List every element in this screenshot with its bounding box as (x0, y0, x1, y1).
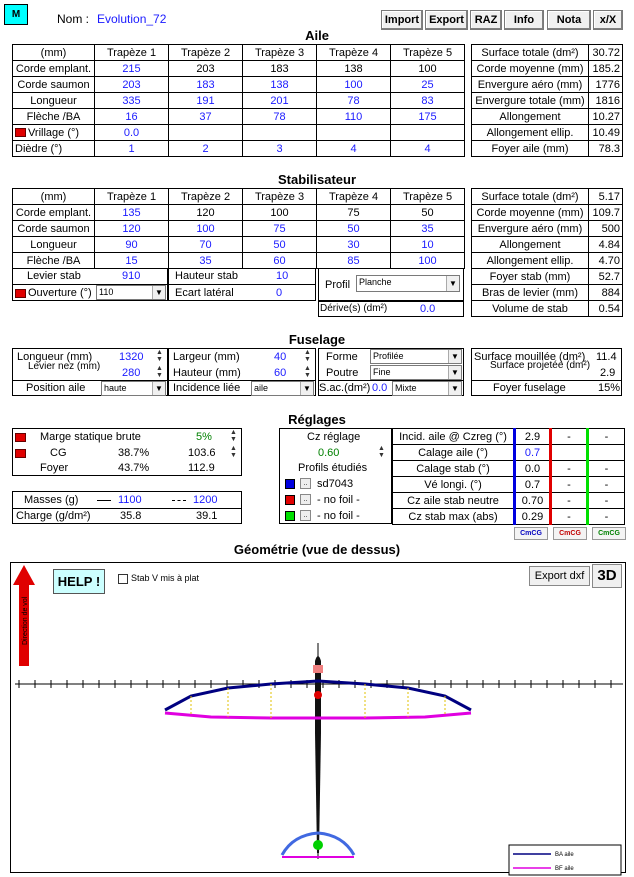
aile-title: Aile (305, 28, 329, 43)
aile-cell[interactable]: 3 (243, 141, 317, 157)
aile-row-label: Dièdre (°) (13, 141, 95, 157)
reglages-cell: - (551, 461, 588, 477)
stab-cell[interactable]: 35 (391, 221, 465, 237)
aile-summary-value: 10.27 (589, 109, 623, 125)
position-aile-value: haute (104, 383, 127, 393)
reglages-cell: 0.7 (515, 477, 551, 493)
stab-cell[interactable]: 35 (169, 253, 243, 269)
aile-row-label: Corde saumon (13, 77, 95, 93)
profil-color-green-icon[interactable] (285, 511, 295, 521)
fuselage-title: Fuselage (288, 332, 346, 347)
reglages-title: Réglages (288, 412, 346, 427)
name-value[interactable]: Evolution_72 (97, 12, 167, 26)
sac-select-value: Mixte (395, 383, 417, 393)
hauteur-stab-label: Hauteur stab (175, 270, 238, 282)
reglages-cell: 0.29 (515, 509, 551, 525)
aile-col-header: Trapèze 5 (391, 45, 465, 61)
stab-cell[interactable]: 120 (169, 205, 243, 221)
fuselage-longueur-value[interactable]: 1320 (119, 351, 144, 363)
stab-cell[interactable]: 100 (169, 221, 243, 237)
aile-cell[interactable]: 2 (169, 141, 243, 157)
aile-summary-value: 10.49 (589, 125, 623, 141)
vrillage-label: Vrillage (°) (28, 126, 80, 139)
cg-toggle-icon[interactable] (15, 449, 26, 458)
aile-cell[interactable]: 183 (169, 77, 243, 93)
sac-label: S.ac.(dm²) (319, 382, 371, 394)
cz-spinner[interactable]: ▲ ▼ (378, 445, 385, 459)
aile-col-header: Trapèze 2 (169, 45, 243, 61)
ouverture-value: 110 (99, 287, 114, 297)
reglages-right-table (392, 428, 625, 525)
aile-cell[interactable] (169, 125, 243, 141)
aile-row-label: Corde emplant. (13, 61, 95, 77)
reglages-row-label: Cz aile stab neutre (393, 493, 515, 509)
stab-row-label: Corde emplant. (13, 205, 95, 221)
stab-cell[interactable]: 85 (317, 253, 391, 269)
masse1-line-icon (97, 500, 111, 501)
profil-select-button[interactable]: .. (300, 510, 311, 521)
aile-row-label: Longueur (13, 93, 95, 109)
profil-color-blue-icon[interactable] (285, 479, 295, 489)
stab-cell[interactable]: 70 (169, 237, 243, 253)
hauteur-stab-value[interactable]: 10 (276, 270, 289, 282)
vrillage-toggle-icon[interactable] (15, 128, 26, 137)
stab-col-header: Trapèze 3 (243, 189, 317, 205)
chevron-down-icon[interactable]: ▼ (448, 366, 461, 379)
export-dxf-button[interactable]: Export dxf (529, 566, 590, 586)
aile-cell[interactable]: 175 (391, 109, 465, 125)
aile-summary-value: 78.3 (589, 141, 623, 157)
hauteur-value[interactable]: 60 (274, 367, 287, 379)
aile-cell[interactable]: 25 (391, 77, 465, 93)
aile-summary-label: Surface totale (dm²) (472, 45, 589, 61)
info-button[interactable]: Info (504, 10, 544, 30)
reglages-cell: - (551, 429, 588, 445)
foyer-mm: 112.9 (188, 462, 215, 474)
stab-cell[interactable]: 15 (95, 253, 169, 269)
aile-row-label[interactable] (13, 125, 95, 141)
stab-col-header: Trapèze 4 (317, 189, 391, 205)
aile-cell[interactable]: 138 (317, 61, 391, 77)
geometry-canvas[interactable] (10, 562, 626, 873)
reglages-cell: - (588, 509, 625, 525)
legend-bf-label: BF aile (555, 866, 574, 872)
charge1-value: 35.8 (120, 510, 142, 522)
stab-v-checkbox[interactable] (118, 574, 128, 584)
raz-button[interactable]: RAZ (470, 10, 502, 30)
largeur-spinner[interactable]: ▲ ▼ (304, 349, 311, 363)
poutre-label: Poutre (326, 367, 359, 379)
masse1-value[interactable]: 1100 (118, 494, 142, 506)
marge-value[interactable]: 5% (196, 431, 212, 443)
aile-summary-label: Envergure totale (mm) (472, 93, 589, 109)
aile-summary-value: 30.72 (589, 45, 623, 61)
aile-cell[interactable]: 4 (317, 141, 391, 157)
stab-summary-value: 500 (589, 221, 623, 237)
aile-cell[interactable]: 215 (95, 61, 169, 77)
stab-table (12, 188, 465, 269)
cmcg-red-button[interactable]: CmCG (553, 527, 587, 540)
aile-cell[interactable]: 37 (169, 109, 243, 125)
stab-cell[interactable]: 50 (317, 221, 391, 237)
profil-name[interactable]: - no foil - (317, 494, 360, 506)
aile-cell[interactable]: 110 (317, 109, 391, 125)
levier-stab-value[interactable]: 910 (122, 270, 141, 282)
chevron-down-icon[interactable]: ▼ (448, 382, 461, 395)
aile-cell[interactable]: 335 (95, 93, 169, 109)
aile-cell[interactable]: 78 (243, 109, 317, 125)
surface-mouillee-label: Surface mouillée (dm²) (474, 351, 586, 363)
profil-select[interactable] (356, 275, 460, 292)
chevron-down-icon[interactable]: ▼ (300, 382, 313, 395)
forme-select[interactable] (370, 349, 462, 364)
reglages-row-label: Calage aile (°) (393, 445, 515, 461)
foyer-fuselage-value: 15% (598, 382, 621, 394)
stab-v-label: Stab V mis à plat (131, 573, 200, 583)
m-button[interactable]: M (4, 4, 28, 25)
stab-cell[interactable]: 120 (95, 221, 169, 237)
reglages-cell: - (588, 477, 625, 493)
profil-select-button[interactable]: .. (300, 478, 311, 489)
aile-cell[interactable]: 0.0 (95, 125, 169, 141)
derive-label: Dérive(s) (dm²) (320, 303, 388, 314)
stab-summary-label: Allongement ellip. (472, 253, 589, 269)
cg-row (15, 445, 28, 461)
surface-projetee-value: 2.9 (600, 367, 616, 379)
stab-col-header: Trapèze 1 (95, 189, 169, 205)
levier-nez-label: Levier nez (mm) (28, 361, 101, 372)
reglages-cell: - (588, 429, 625, 445)
ouverture-select[interactable] (96, 285, 166, 300)
aile-cell[interactable]: 100 (317, 77, 391, 93)
reglages-cell: - (551, 493, 588, 509)
aile-col-header: Trapèze 3 (243, 45, 317, 61)
aile-row-label: Flèche /BA (13, 109, 95, 125)
stab-cell[interactable]: 100 (391, 253, 465, 269)
aile-summary-value: 1816 (589, 93, 623, 109)
marge-row (15, 429, 28, 445)
reglages-cell: 2.9 (515, 429, 551, 445)
stab-title: Stabilisateur (277, 172, 357, 187)
reglages-cell[interactable]: 0.7 (515, 445, 551, 461)
aile-cell[interactable]: 1 (95, 141, 169, 157)
ouverture-row (15, 285, 92, 301)
legend-ba-label: BA aile (555, 852, 574, 858)
ouverture-toggle-icon[interactable] (15, 289, 26, 298)
aile-cell[interactable]: 16 (95, 109, 169, 125)
position-aile-select[interactable] (101, 381, 166, 396)
sac-select[interactable] (392, 381, 462, 396)
surface-projetee-label: Surface projetée (dm²) (490, 360, 591, 371)
profil-value: Planche (359, 277, 392, 287)
reglages-cell[interactable]: 0.0 (515, 461, 551, 477)
aile-cell[interactable] (243, 125, 317, 141)
stab-summary-table (471, 188, 623, 317)
stab-summary-value: 5.17 (589, 189, 623, 205)
stab-row-label: Flèche /BA (13, 253, 95, 269)
profil-select-button[interactable]: .. (300, 494, 311, 505)
aile-table (12, 44, 465, 157)
aile-cell[interactable]: 201 (243, 93, 317, 109)
stab-cell[interactable]: 30 (317, 237, 391, 253)
longueur-spinner[interactable]: ▲ ▼ (156, 349, 163, 363)
aile-summary-label: Allongement (472, 109, 589, 125)
aile-cell[interactable]: 83 (391, 93, 465, 109)
chevron-down-icon[interactable]: ▼ (152, 286, 165, 299)
aile-cell[interactable] (317, 125, 391, 141)
aile-summary-value: 185.2 (589, 61, 623, 77)
aile-summary-label: Corde moyenne (mm) (472, 61, 589, 77)
stab-summary-value: 109.7 (589, 205, 623, 221)
foyer-pct: 43.7% (118, 462, 150, 474)
reglages-cell: - (588, 461, 625, 477)
incidence-label: Incidence liée (173, 382, 241, 394)
export-button[interactable]: Export (425, 10, 468, 30)
cz-label: Cz réglage (307, 431, 361, 443)
stab-summary-value: 4.84 (589, 237, 623, 253)
stab-summary-label: Corde moyenne (mm) (472, 205, 589, 221)
levier-stab-label: Levier stab (27, 270, 81, 282)
cmcg-green-button[interactable]: CmCG (592, 527, 626, 540)
stab-summary-value: 884 (589, 285, 623, 301)
aile-summary-label: Allongement ellip. (472, 125, 589, 141)
wing-root-marker (313, 665, 323, 673)
poutre-select[interactable] (370, 365, 462, 380)
incidence-select[interactable] (251, 381, 314, 396)
levier-nez-spinner[interactable]: ▲ ▼ (156, 365, 163, 379)
chevron-down-icon[interactable]: ▼ (446, 276, 459, 291)
hauteur-label: Hauteur (mm) (173, 367, 241, 379)
aile-cell[interactable]: 78 (317, 93, 391, 109)
largeur-value[interactable]: 40 (274, 351, 287, 363)
stab-cell[interactable]: 135 (95, 205, 169, 221)
reglages-cell (588, 445, 625, 461)
forme-label: Forme (326, 351, 358, 363)
aile-col-header: (mm) (13, 45, 95, 61)
stab-row-label: Corde saumon (13, 221, 95, 237)
ecart-label: Ecart latéral (175, 287, 234, 299)
aile-summary-value: 1776 (589, 77, 623, 93)
aile-cell[interactable]: 203 (169, 61, 243, 77)
reglages-cell (551, 445, 588, 461)
marge-spinner[interactable]: ▲ ▼ (230, 429, 237, 443)
charge2-value: 39.1 (196, 510, 218, 522)
view-3d-button[interactable]: 3D (592, 564, 622, 588)
stab-cell[interactable]: 90 (95, 237, 169, 253)
stab-cell[interactable]: 75 (243, 221, 317, 237)
reglages-cell: - (551, 477, 588, 493)
aile-cell[interactable] (391, 125, 465, 141)
stab-row-label: Longueur (13, 237, 95, 253)
reglages-row-label: Calage stab (°) (393, 461, 515, 477)
stab-summary-label: Envergure aéro (mm) (472, 221, 589, 237)
foyer-label: Foyer (40, 462, 69, 474)
cg-mm: 103.6 (188, 447, 216, 459)
reglages-row-label: Cz stab max (abs) (393, 509, 515, 525)
aile-cell[interactable]: 203 (95, 77, 169, 93)
marge-toggle-icon[interactable] (15, 433, 26, 442)
reglages-row-label: Vé longi. (°) (393, 477, 515, 493)
incidence-value: aile (254, 383, 269, 393)
stab-cell[interactable]: 60 (243, 253, 317, 269)
aile-col-header: Trapèze 1 (95, 45, 169, 61)
derive-value[interactable]: 0.0 (420, 303, 436, 315)
aile-summary-label: Envergure aéro (mm) (472, 77, 589, 93)
aile-cell[interactable]: 138 (243, 77, 317, 93)
sac-value[interactable]: 0.0 (372, 382, 388, 394)
ouverture-label: Ouverture (°) (28, 287, 92, 299)
forme-value: Profilée (373, 351, 404, 361)
masse2-value[interactable]: 1200 (193, 494, 218, 506)
aile-cell[interactable]: 100 (391, 61, 465, 77)
geometry-drawing (11, 563, 627, 874)
stab-col-header: Trapèze 5 (391, 189, 465, 205)
nota-button[interactable]: Nota (547, 10, 591, 30)
aile-cell[interactable]: 191 (169, 93, 243, 109)
profil-color-red-icon[interactable] (285, 495, 295, 505)
cg-spinner[interactable]: ▲ ▼ (230, 445, 237, 459)
cg-label: CG (50, 447, 67, 459)
profil-name[interactable]: - no foil - (317, 510, 360, 522)
profils-label: Profils étudiés (298, 462, 368, 474)
chevron-down-icon[interactable]: ▼ (152, 382, 165, 395)
profil-name[interactable]: sd7043 (317, 478, 354, 490)
stab-cell[interactable]: 10 (391, 237, 465, 253)
aile-cell[interactable]: 183 (243, 61, 317, 77)
import-button[interactable]: Import (381, 10, 423, 30)
poutre-value: Fine (373, 367, 391, 377)
direction-label: Direction de vol (22, 596, 29, 645)
stab-summary-label: Bras de levier (mm) (472, 285, 589, 301)
stab-summary-label: Surface totale (dm²) (472, 189, 589, 205)
masse2-line-icon (172, 500, 186, 501)
marge-label: Marge statique brute (40, 431, 141, 443)
stab-col-header: (mm) (13, 189, 95, 205)
stab-cell[interactable]: 75 (317, 205, 391, 221)
aile-summary-table (471, 44, 623, 157)
xx-button[interactable]: x/X (593, 10, 623, 30)
stab-summary-label: Foyer stab (mm) (472, 269, 589, 285)
position-aile-label: Position aile (26, 382, 86, 394)
aile-col-header: Trapèze 4 (317, 45, 391, 61)
stab-summary-value: 4.70 (589, 253, 623, 269)
reglages-row-label: Incid. aile @ Czreg (°) (393, 429, 515, 445)
masses-label: Masses (g) (24, 494, 79, 506)
stab-summary-label: Volume de stab (472, 301, 589, 317)
levier-nez-value[interactable]: 280 (122, 367, 141, 379)
stab-cell[interactable]: 100 (243, 205, 317, 221)
cz-value[interactable]: 0.60 (318, 447, 340, 459)
stab-cell[interactable]: 50 (243, 237, 317, 253)
stab-summary-value: 0.54 (589, 301, 623, 317)
charge-label: Charge (g/dm²) (16, 510, 91, 522)
ecart-value[interactable]: 0 (276, 287, 283, 299)
cmcg-blue-button[interactable]: CmCG (514, 527, 548, 540)
cg-pct: 38.7% (118, 447, 150, 459)
chevron-down-icon[interactable]: ▼ (448, 350, 461, 363)
aile-cell[interactable]: 4 (391, 141, 465, 157)
largeur-label: Largeur (mm) (173, 351, 240, 363)
cg-marker (314, 691, 322, 699)
aile-summary-label: Foyer aile (mm) (472, 141, 589, 157)
hauteur-spinner[interactable]: ▲ ▼ (304, 365, 311, 379)
profil-label: Profil (325, 279, 351, 291)
stab-cell[interactable]: 50 (391, 205, 465, 221)
reglages-cell: 0.70 (515, 493, 551, 509)
geometrie-title: Géométrie (vue de dessus) (233, 542, 401, 557)
stab-col-header: Trapèze 2 (169, 189, 243, 205)
reglages-cell: - (588, 493, 625, 509)
stab-focus-marker (313, 840, 323, 850)
stab-summary-label: Allongement (472, 237, 589, 253)
fuselage-longueur-label: Longueur (mm) (17, 351, 93, 363)
foyer-fuselage-label: Foyer fuselage (493, 382, 566, 394)
reglages-cell: - (551, 509, 588, 525)
name-label: Nom : (57, 12, 90, 26)
stab-summary-value: 52.7 (589, 269, 623, 285)
help-button[interactable]: HELP ! (53, 569, 105, 594)
surface-mouillee-value: 11.4 (596, 351, 617, 363)
fuselage-shape (315, 656, 321, 853)
